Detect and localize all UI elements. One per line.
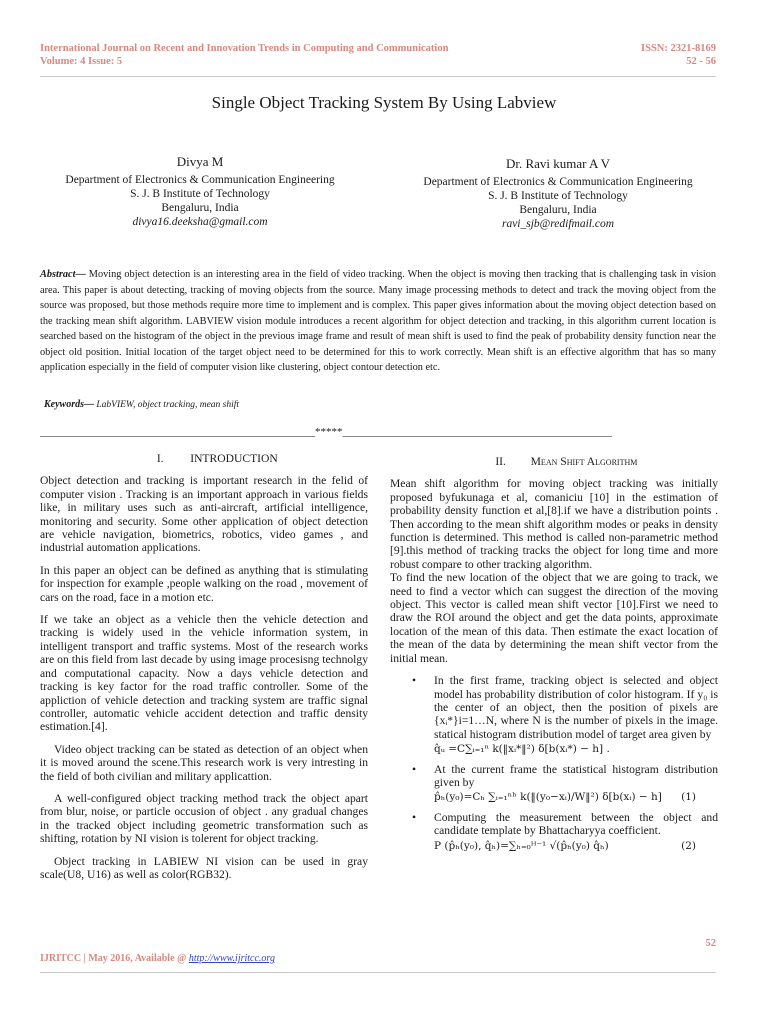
author-dept: Department of Electronics & Communication Engineering [423, 176, 693, 188]
bullet-icon: • [412, 674, 417, 688]
paper-title: Single Object Tracking System By Using Labview [211, 93, 557, 112]
section-number: II. [495, 455, 506, 468]
list-item [390, 763, 718, 805]
author-inst: S. J. B Institute of Technology [130, 188, 270, 200]
section-title: Mean Shift Algorithm [530, 455, 638, 468]
journal-issn: ISSN: 2321-8169 [641, 43, 716, 54]
paragraph: Mean shift algorithm for moving object tracking was initially proposed byfukunaga et al, comaniciu [10] in the estimation of probability density function et al,[8].if we have a distribution points . Then according to the mean shift algorithm modes or peaks in density function is determined. This method is called non-parametric method [9].this method of tracking tracks the object for long time and more robust compare to other tracking algorithm. [390, 477, 718, 571]
left-column [40, 452, 368, 890]
author-block-2 [388, 157, 728, 231]
author-city: Bengaluru, India [161, 202, 239, 214]
abstract-label: Abstract— [40, 269, 86, 280]
keywords-text: LabVIEW, object tracking, mean shift [94, 400, 240, 410]
author-name: Divya M [176, 154, 224, 169]
journal-pages: 52 - 56 [686, 56, 716, 67]
equation-number: (2) [681, 839, 696, 852]
header-rule [40, 76, 716, 77]
bullet-text: At the current frame the statistical histogram distribution given by [434, 762, 718, 789]
section-heading-introduction [40, 452, 368, 465]
abstract-text: Moving object detection is an interesting area in the field of video tracking. When the object is moving then tracking that is challenging task in vision area. This paper is about detecting, tracking of moving objects from the source. Many image processing methods to detect and track the moving object from the source was proposed, but those methods require more time to implement and is complex. This paper gives information about the moving object detection based on the tracking mean shift algorithm. LABVIEW vision module introduces a recent algorithm for object detection and tracking, in this algorithm current location is searched based on the histogram of the object in the previous image frame and result of mean shift is used to find the peak of probability density function near the object old position. Initial location of the target object need to be determined for this to work correctly. Mean shift is an effective algorithm that has so many application especially in the field of computer vision like clustering, object contour detection etc. [40, 269, 716, 373]
keywords [44, 399, 239, 410]
journal-volume: Volume: 4 Issue: 5 [40, 56, 123, 67]
page-number: 52 [705, 938, 716, 949]
section-heading-mean-shift [390, 455, 718, 468]
paragraph: To find the new location of the object that we are going to track, we need to find a vector which can suggest the direction of the moving object. This vector is called mean shift vector [10].First we need to draw the ROI around the object and get the data points, approximate location of the mean of this data. Then estimate the exact location of the mean of the data by determining the mean shift vector from the initial mean. [390, 571, 718, 665]
paragraph: Video object tracking can be stated as detection of an object when it is moved around the scene.This research work is very intresting in the field of both civilian and military applicattion. [40, 742, 368, 783]
footer-text: IJRITCC | May 2016, Available @ [40, 953, 189, 964]
equation: q̂ᵤ =C∑ᵢ₌₁ⁿ k(‖xᵢ*‖²) δ[b(xᵢ*) − h] . [434, 743, 610, 756]
bullet-icon: • [412, 762, 417, 776]
abstract [40, 267, 716, 376]
author-inst: S. J. B Institute of Technology [488, 190, 628, 202]
journal-link[interactable]: http://www.ijritcc.org [188, 953, 275, 964]
author-name: Dr. Ravi kumar A V [505, 156, 611, 171]
author-dept: Department of Electronics & Communication Engineering [65, 174, 335, 186]
author-block-1 [30, 155, 370, 229]
right-column [390, 455, 718, 859]
author-city: Bengaluru, India [519, 204, 597, 216]
paragraph: In this paper an object can be defined as anything that is stimulating for inspection for example ,people walking on the road , movement of cars on the road, face in a motion etc. [40, 563, 368, 604]
paragraph: A well-configured object tracking method track the object apart from blur, noise, or particle occusion of object . any gradual changes in the tracked object including geometric transformation such as shifting, rotation by NI vision is tolerent for object tracking. [40, 791, 368, 846]
author-email: ravi_sjb@redifmail.com [501, 218, 615, 230]
paragraph: Object detection and tracking is important research in the felid of computer vision . Tracking is an important approach in various fields like, in military uses such as anti-aircraft, artificial intelligence, monitoring and security. Some other application of object detection are vehicle navigation, biometrics, robotics, video games , and industrial automation applications. [40, 474, 368, 555]
paragraph: If we take an object as a vehicle then the vehicle detection and tracking is widely used in the vehicle information system, in intelligent transport and traffic systems. Most of the research works are on this field from last decade by using image procesisng technolgy and computational capacity. Now a days vehicle detection and tracking is key factor for the road traffic controller. Some of the appliction of vehicle detection and tracking system are traffic signal controller, automatic vehicle accident detection and traffic density estimation.[4]. [40, 613, 368, 734]
equation-body: P (p̂ₕ(y₀), q̂ₕ)=∑ₕ₌₀ᴴ⁻¹ √(p̂ₕ(y₀) q̂ₕ) [434, 839, 609, 852]
section-title: INTRODUCTION [190, 452, 278, 465]
section-number: I. [156, 452, 164, 465]
equation [434, 840, 718, 853]
journal-name: International Journal on Recent and Innovation Trends in Computing and Communication [40, 43, 449, 54]
bullet-icon: • [412, 810, 417, 824]
list-item [390, 674, 718, 756]
footer [40, 953, 275, 964]
footer-rule [40, 972, 716, 973]
bullet-text: In the first frame, tracking object is selected and object model has probability distribution of color histogram. If y₀ is the center of an object, then the position of pixels are {xᵢ*}i=1…N, where N is the number of pixels in the image. statical histogram distribution model of target area given by [434, 674, 718, 741]
bullet-list [390, 674, 718, 853]
keywords-label: Keywords— [44, 399, 94, 410]
section-separator: __________________________________________________*****_________________________________________________ [40, 426, 612, 438]
author-email: divya16.deeksha@gmail.com [132, 216, 268, 228]
equation-body: p̂ₕ(y₀)=Cₕ ∑ᵢ₌₁ⁿʰ k(‖(y₀−xᵢ)/W‖²) δ[b(xᵢ) − h] [434, 791, 662, 804]
list-item [390, 811, 718, 853]
equation [434, 791, 718, 804]
bullet-text: Computing the measurement between the object and candidate template by Bhattacharyya coefficient. [434, 810, 718, 838]
equation-number: (1) [681, 791, 696, 804]
paragraph: Object tracking in LABIEW NI vision can be used in gray scale(U8, U16) as well as color(RGB32). [40, 854, 368, 881]
